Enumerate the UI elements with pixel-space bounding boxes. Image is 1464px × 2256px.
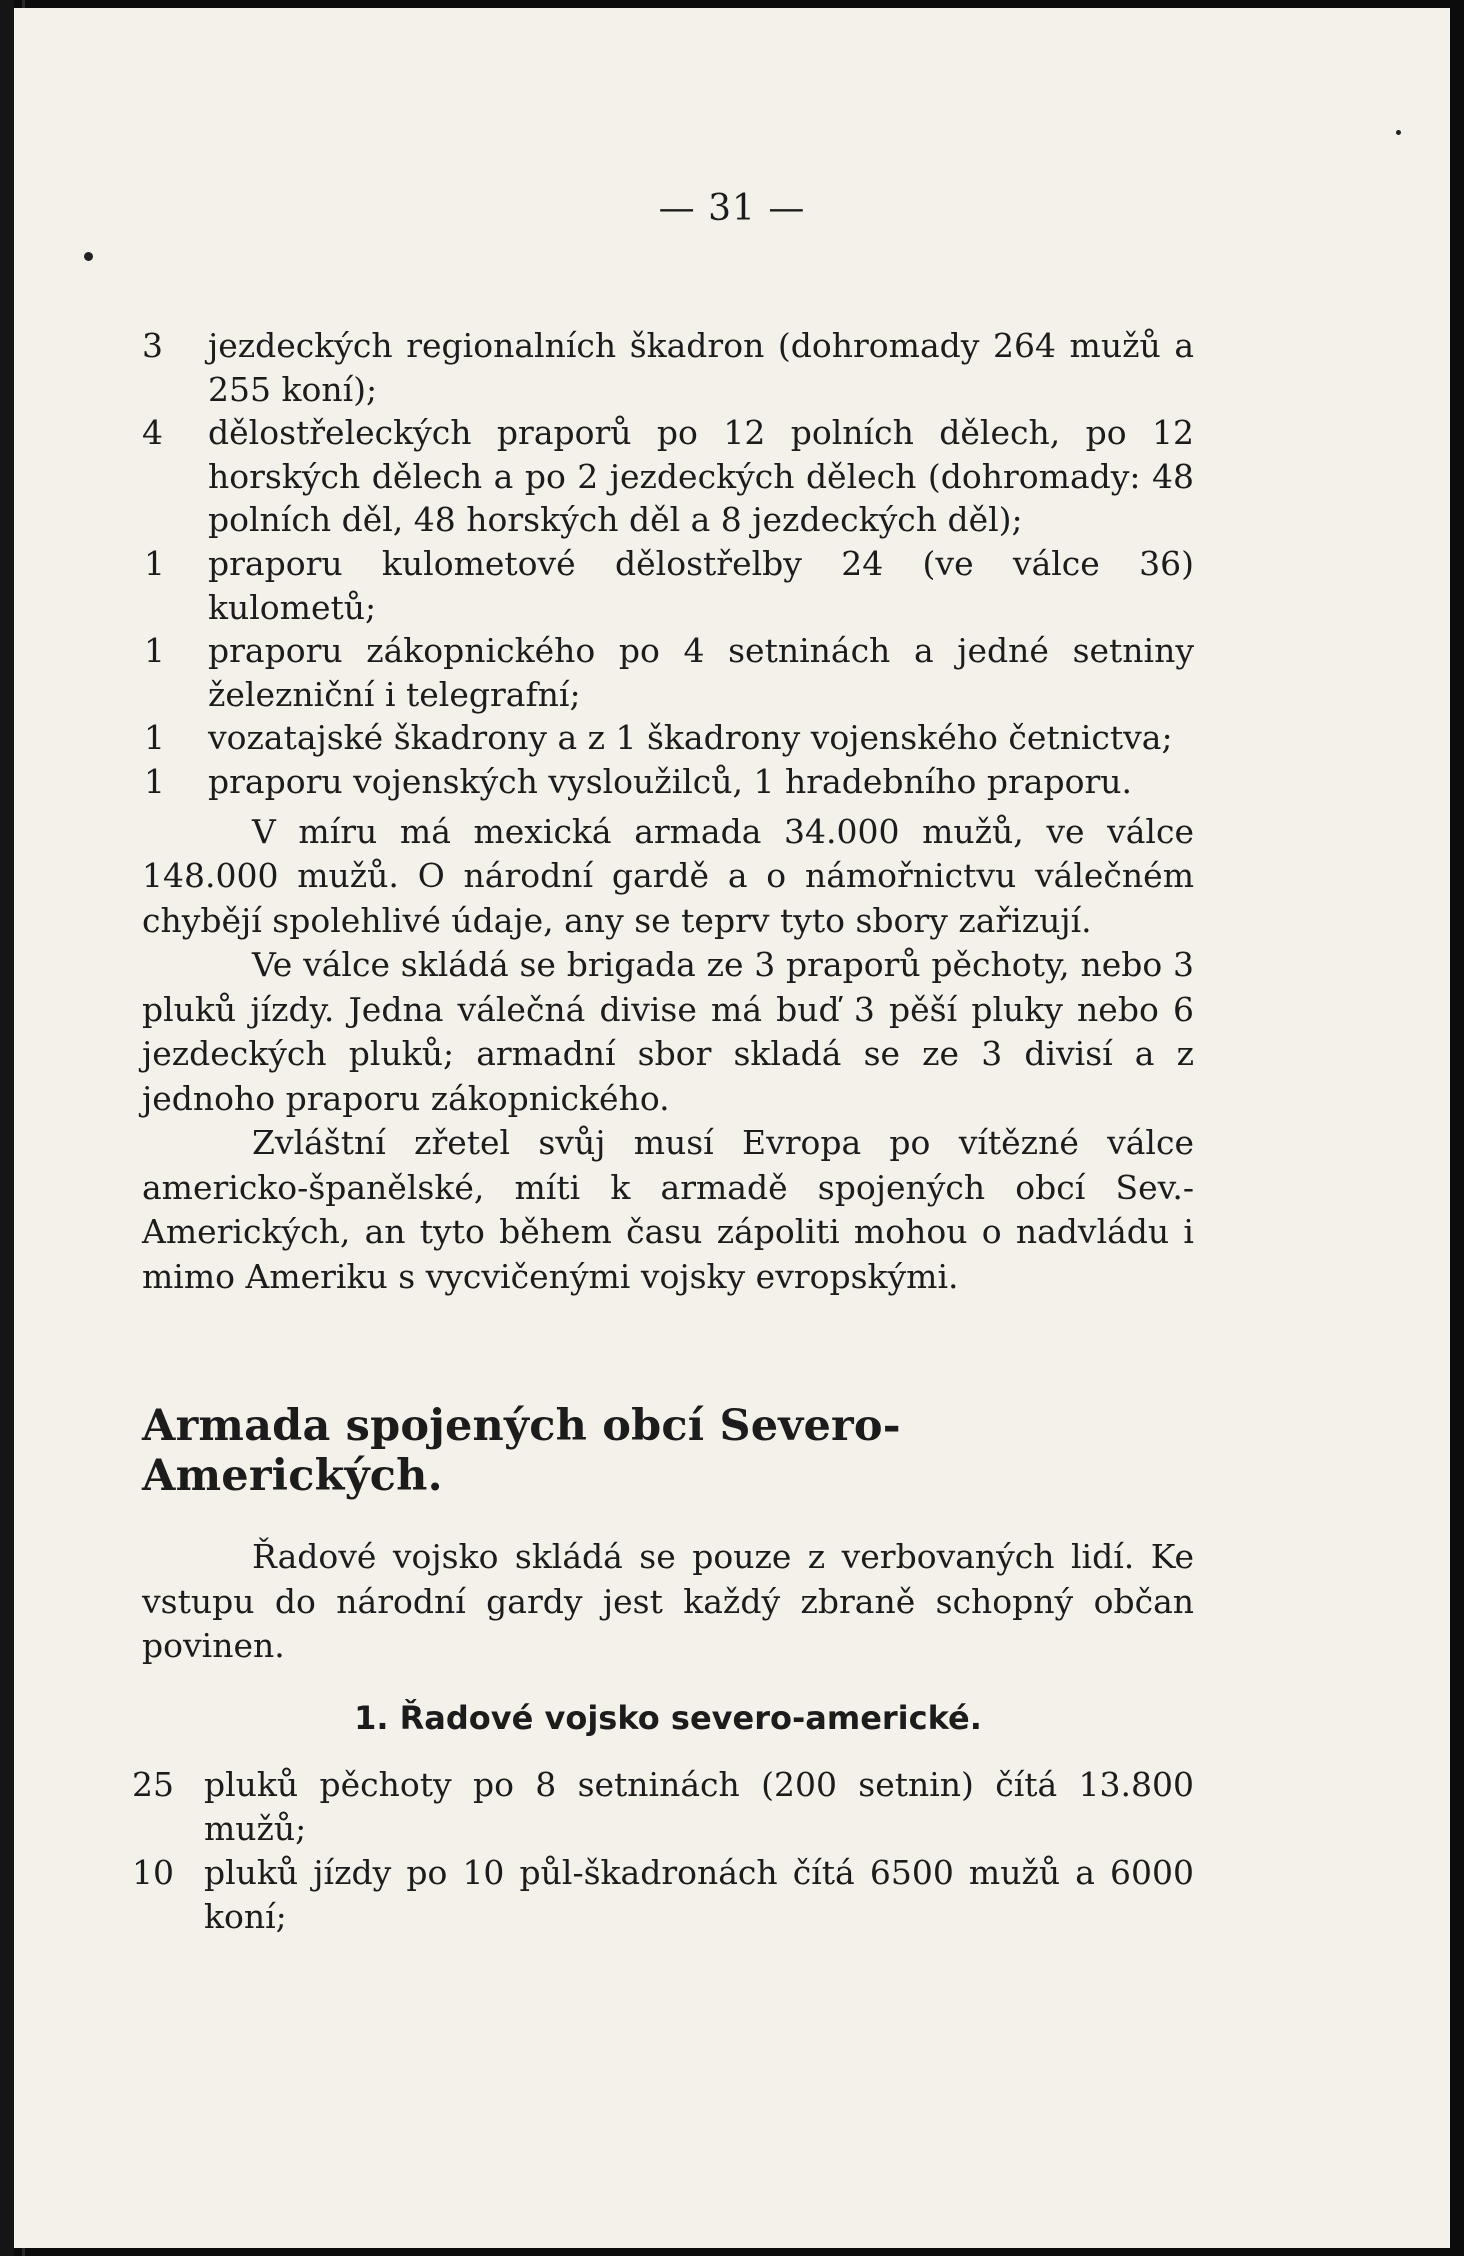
list-item	[142, 629, 1194, 716]
list-item-text: dělostřeleckých praporů po 12 polních dělech, po 12 horských dělech a po 2 jezdeckých dělech (dohromady: 48 polních děl, 48 horských děl a 8 jezdeckých děl);	[208, 413, 1194, 540]
list-item-text: praporu zákopnického po 4 setninách a jedné setniny železniční i telegrafní;	[208, 631, 1194, 714]
list-item-number: 25	[132, 1764, 174, 1804]
book-page	[14, 8, 1450, 2248]
subsection-heading: 1. Řadové vojsko severo-americké.	[354, 1698, 982, 1737]
list-item-number: 1	[144, 543, 165, 583]
list-item-number: 4	[142, 413, 163, 453]
list-item-number: 3	[142, 326, 163, 365]
paragraph: Řadové vojsko skládá se pouze z verbovaných lidí. Ke vstupu do národní gardy jest každý zbraně schopný občan povinen.	[142, 1537, 1194, 1666]
list-item-text: pluků pěchoty po 8 setninách (200 setnin) čítá 13.800 mužů;	[204, 1764, 1194, 1848]
unit-list	[142, 324, 1194, 804]
text-section	[142, 810, 1194, 1300]
list-item	[142, 760, 1194, 804]
unit-list	[132, 1763, 1194, 1939]
paragraph: V míru má mexická armada 34.000 mužů, ve válce 148.000 mužů. O národní gardě a o námořnictvu válečném chybějí spolehlivé údaje, any se teprv tyto sbory zařizují.	[142, 811, 1194, 940]
list-item	[142, 324, 1194, 411]
list-item-text: jezdeckých regionalních škadron (dohromady 264 mužů a 255 koní);	[208, 326, 1194, 409]
book-spine-shadow	[0, 0, 14, 2256]
list-item	[132, 1851, 1194, 1939]
list-item-number: 10	[132, 1852, 174, 1892]
section-heading: Armada spojených obcí Severo-Amerických.	[142, 1401, 901, 1502]
list-item	[142, 716, 1194, 760]
page-speck	[84, 252, 93, 261]
list-item	[142, 542, 1194, 629]
list-item-text: vozatajské škadrony a z 1 škadrony vojenského četnictva;	[208, 718, 1173, 758]
list-item-text: praporu vojenských vysloužilců, 1 hradebního praporu.	[208, 761, 1132, 801]
paragraph: Zvláštní zřetel svůj musí Evropa po vítězné válce americko-španělské, míti k armadě spojených obcí Sev.-Amerických, an tyto během času zápoliti mohou o nadvládu i mimo Ameriku s vycvičenými vojsky evropskými.	[142, 1123, 1194, 1296]
paragraph: Ve válce skládá se brigada ze 3 praporů pěchoty, nebo 3 pluků jízdy. Jedna válečná divise má buď 3 pěší pluky nebo 6 jezdeckých pluků; armadní sbor skladá se ze 3 divisí a z jednoho praporu zákopnického.	[142, 945, 1194, 1118]
page-speck	[1396, 130, 1401, 135]
list-item	[132, 1763, 1194, 1851]
list-item-text: pluků jízdy po 10 půl-škadronách čítá 6500 mužů a 6000 koní;	[204, 1852, 1194, 1936]
list-item	[142, 411, 1194, 542]
page-body	[132, 324, 1194, 1939]
list-item-number: 1	[144, 718, 165, 758]
list-item-text: praporu kulometové dělostřelby 24 (ve válce 36) kulometů;	[208, 543, 1194, 627]
list-item-number: 1	[144, 631, 165, 671]
list-item-number: 1	[144, 761, 165, 801]
page-number: — 31 —	[658, 188, 806, 229]
